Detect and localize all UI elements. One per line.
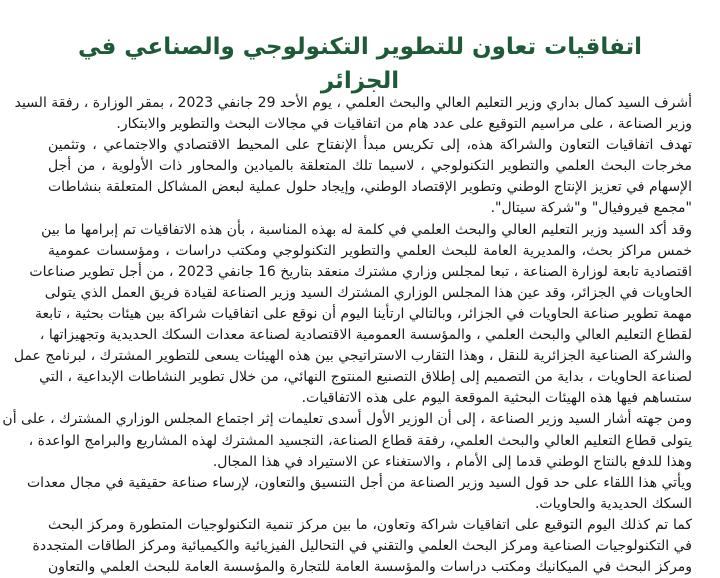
body-line: مخرجات البحث العلمي والتطوير التكنولوجي ، لاسيما تلك المتعلقة بالميادين والمحاور ذات الأولوية ، من أجل [48,158,692,175]
body-line: في التكنولوجيات الصناعية ومركز البحث العلمي والتقني في التحاليل الفيزيائية والكيميائية ومركز الطاقات المتجددة [32,537,692,554]
body-line: ومن جهته أشار السيد وزير الصناعة ، إلى أن الوزير الأول أسدى تعليمات إثر اجتماع المجلس الوزاري المشترك ، على أن [2,411,692,428]
body-line: ومركز البحث في الميكانيك ومكتب دراسات والمؤسسة العامة للتجارة والمؤسسة العامة للبحث العلمي والتعاون [48,559,692,576]
body-line: السكك الحديدية والحاويات. [534,495,692,512]
body-line: أشرف السيد كمال بداري وزير التعليم العالي والبحث العلمي ، يوم الأحد 29 جانفي 2023 ، بمقر الوزارة ، رفقة السيد [14,95,692,111]
body-line: اقتصادية تابعة لوزارة الصناعة ، تبعا لمجلس وزاري مشترك منعقد بتاريخ 16 جانفي 2023 ، من أجل تطوير صناعات [29,263,692,280]
body-line: تهدف اتفاقيات التعاون والشراكة هذه، إلى تكريس مبدأ الإنفتاح على المحيط الاقتصادي والاجتماعي ، وتثمين [48,137,692,154]
article-title: اتفاقيات تعاون للتطوير التكنولوجي والصناعي في الجزائر [77,34,643,94]
body-line: وزير الصناعة ، على مراسيم التوقيع على عدد هام من اتفاقيات في مجالات البحث والتطوير والابتكار. [116,116,692,133]
body-line: الحاويات في الجزائر، وقد عين هذا المجلس الوزاري المشترك السيد وزير الصناعة لقيادة فريق العمل الذي يتولى [44,284,692,301]
body-line: ويأتي هذا اللقاء على حد قول السيد وزير الصناعة من أجل التنسيق والتعاون، لإرساء صناعة حقيقية في مجال معدات [26,474,692,491]
body-line: "مجمع فيروفيال" و"شركة سيتال". [490,200,692,217]
body-line: والشركة الصناعية الجزائرية للنقل ، وهذا التقارب الاستراتيجي بين هذه الهيئات يسعى للتطوير المشترك ، لبرنامج عمل [13,348,692,365]
body-line: خمس مراكز بحث، والمديرية العامة للبحث العلمي والتطوير التكنولوجي ومكتب دراسات ، ومؤسسات عمومية [48,242,692,259]
body-line: وهذا للدفع بالنتاج الوطني قدما إلى الأمام ، والاستغناء عن الاستيراد في هذا المجال. [212,453,692,470]
body-line: مهمة تطوير صناعة الحاويات في الجزائر، وبالتالي ارتأينا اليوم أن نوقع على اتفاقيات شراكة بين هيئات بحثية ، تابعة [35,305,692,322]
body-line: لقطاع التعليم العالي والبحث العلمي ، والمؤسسة العمومية الاقتصادية لصناعة معدات السكك الحديدية وتجهيزاتها ، [39,327,692,344]
body-line: ستساهم فيها هذه الهيئات البحثية الموقعة اليوم على هذه الاتفاقيات. [301,390,692,407]
body-line: لصناعة الحاويات ، بداية من التصميم إلى إطلاق التصنيع المنتوج النهائي، من خلال تطوير النشاطات الإبداعية ، التي [39,369,692,386]
body-line: كما تم كذلك اليوم التوقيع على اتفاقيات شراكة وتعاون، ما بين مركز تنمية التكنولوجيات المتطورة ومركز البحث [48,516,692,533]
body-line: يتولى قطاع التعليم العالي والبحث العلمي، رفقة قطاع الصناعة، التجسيد المشترك لهذه المشاريع والبرامج الواعدة ، [28,432,692,449]
body-line: الإسهام في تعزيز الإنتاج الوطني وتطوير الإقتصاد الوطني، وإيجاد حلول عملية لبعض المشاكل المتعلقة بنشاطات [48,179,692,196]
article-body [2,93,692,578]
body-line: وقد أكد السيد وزير التعليم العالي والبحث العلمي في كلمة له بهذه المناسبة ، بأن هذه الاتفاقيات تم إبرامها ما بين [41,221,692,238]
